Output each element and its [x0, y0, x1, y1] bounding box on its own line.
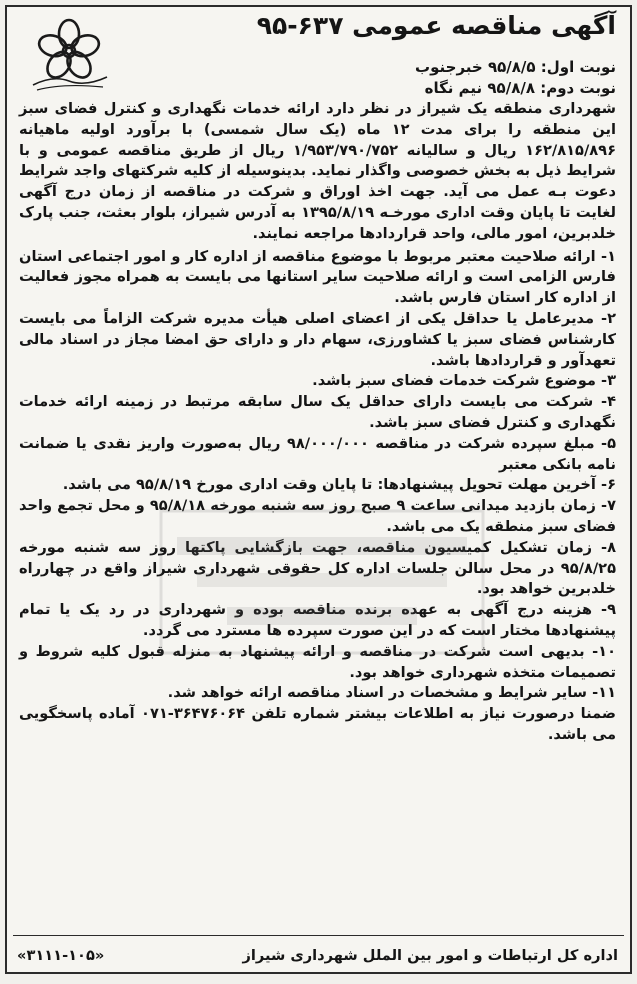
condition-11: ۱۱- سایر شرایط و مشخصات در اسناد مناقصه ارائه خواهد شد. — [167, 684, 616, 702]
issuer-name: اداره کل ارتباطات و امور بین الملل شهرداری شیراز — [242, 947, 618, 964]
second-publication: نوبت دوم: ۹۵/۸/۸ نیم نگاه — [424, 79, 616, 97]
contact-paragraph: ضمنا درصورت نیاز به اطلاعات بیشتر شماره تلفن ۳۶۴۷۶۰۶۴-۰۷۱ آماده پاسخگویی می باشد. — [19, 705, 617, 743]
intro-paragraph: شهرداری منطقه یک شیراز در نظر دارد ارائه خدمات نگهداری و کنترل فضای سبز این منطقه را برای مدت ۱۲ ماه (یک سال شمسی) با برآورد اولیه ماهیانه ۱۶۲/۸۱۵/۸۹۶ ریال و سالیانه ۱/۹۵۳/۷۹۰/۷۵۲ ریال از طریق مناقصه عمومی و با شرایط ذیل به بخش خصوصی واگذار نماید. بدینوسیله از کلیه شرکتهای واجد شرایط دعوت بـه عمل می آید. جهت اخذ اوراق و شرکت در مناقصه از زمان درج آگهی لغایت تا پایان وقت اداری مورخـه ۱۳۹۵/۸/۱۹ به آدرس شیراز، بلوار بعثت، جنب پارک خلدبرین، امور مالی، واحد قراردادها مراجعه نمایند. — [19, 100, 617, 242]
condition-9: ۹- هزینه درج آگهی به عهده برنده مناقصه بوده و شهرداری در رد یک یا تمام پیشنهادها مختار است که در این صورت سپرده ها مسترد می گردد. — [19, 601, 616, 639]
notice-header — [7, 7, 630, 99]
notice-body — [7, 99, 630, 746]
condition-10: ۱۰- بدیهی است شرکت در مناقصه و ارائه پیشنهاد به منزله قبول کلیه شروط و تصمیمات متخذه شهرداری خواهد بود. — [19, 642, 616, 681]
first-publication: نوبت اول: ۹۵/۸/۵ خبرجنوب — [415, 58, 616, 76]
publication-dates — [415, 57, 616, 99]
condition-4: ۴- شرکت می بایست دارای حداقل یک سال سابقه مرتبط در زمینه ارائه خدمات نگهداری و کنترل فضای سبز باشد. — [19, 393, 616, 431]
condition-2: ۲- مدیرعامل یا حداقل یکی از اعضای اصلی هیأت مدیره شرکت الزاماً می بایست کارشناس فضای سبز یا کشاورزی، سهام دار و دارای حق امضا مجاز در اسناد مالی تعهدآور و قراردادها باشد. — [19, 309, 616, 369]
condition-8: ۸- زمان تشکیل کمیسیون مناقصه، جهت بازگشایی پاکتها روز سه شنبه مورخه ۹۵/۸/۲۵ در محل سالن جلسات اداره کل حقوقی شهرداری شیراز واقع در چهارراه خلدبرین خواهد بود. — [19, 538, 616, 598]
footer-divider — [13, 935, 624, 936]
condition-7: ۷- زمان بازدید میدانی ساعت ۹ صبح روز سه شنبه مورخه ۹۵/۸/۱۸ و محل تجمع واحد فضای سبز منطقه یک می باشد. — [19, 497, 616, 535]
condition-1: ۱- ارائه صلاحیت معتبر مربوط با موضوع مناقصه از اداره کار و امور اجتماعی استان فارس الزامی است و ارائه صلاحیت سایر استانها می بایست به همراه مجوز فعالیت از اداره کار استان فارس باشد. — [19, 247, 616, 307]
condition-5: ۵- مبلغ سپرده شرکت در مناقصه ۹۸/۰۰۰/۰۰۰ ریال به‌صورت واریز نقدی یا ضمانت نامه بانکی معتبر — [19, 434, 617, 473]
tender-notice — [5, 5, 632, 974]
notice-footer — [17, 947, 618, 964]
condition-3: ۳- موضوع شرکت خدمات فضای سبز باشد. — [312, 372, 616, 390]
condition-6: ۶- آخرین مهلت تحویل پیشنهادها: تا پایان وقت اداری مورخ ۹۵/۸/۱۹ می باشد. — [62, 476, 616, 494]
notice-code: «۳۱۱۱-۱۰۵» — [17, 947, 105, 964]
notice-title: آگهی مناقصه عمومی ۶۳۷-۹۵ — [256, 11, 616, 40]
shiraz-municipality-logo — [23, 15, 115, 95]
